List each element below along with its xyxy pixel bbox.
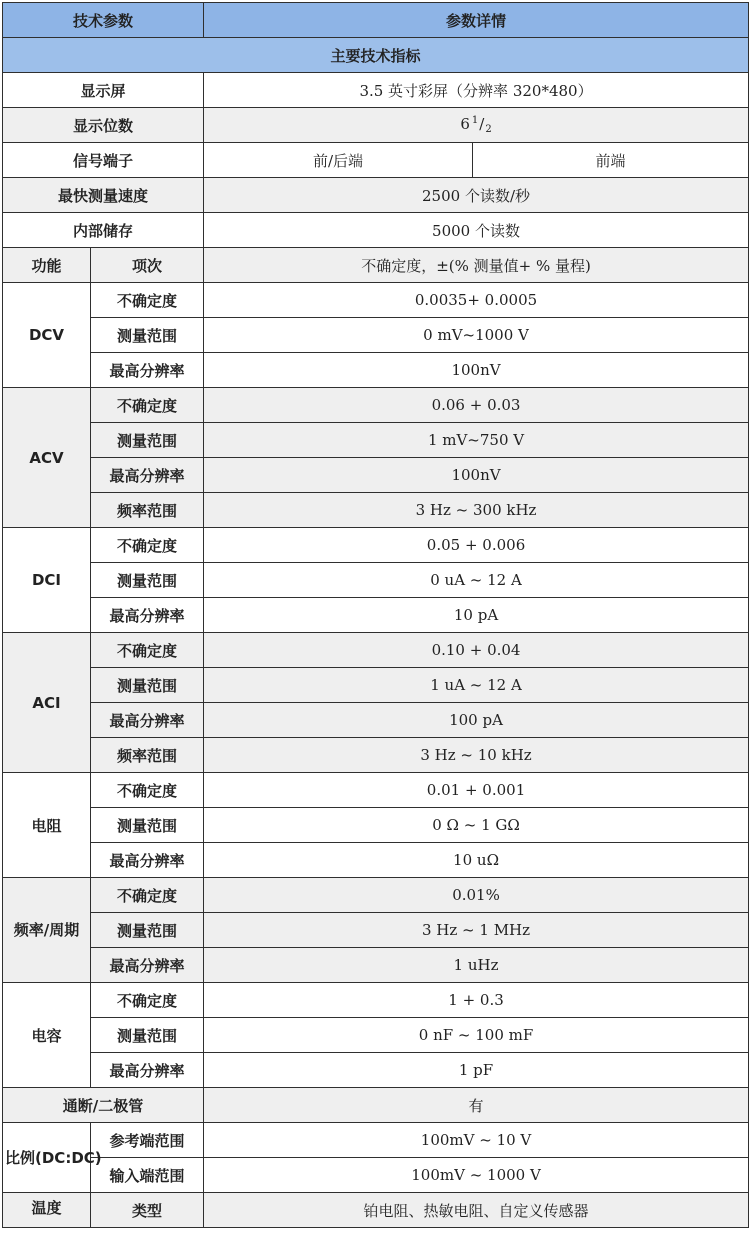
table-row — [3, 948, 749, 983]
digits-numerator: 1 — [471, 115, 479, 126]
digits-whole: 6 — [460, 115, 470, 133]
function-dcv: DCV — [3, 283, 91, 388]
item-value: 3 Hz ~ 10 kHz — [204, 738, 749, 773]
item-label: 测量范围 — [91, 808, 204, 843]
item-value: 0.05 + 0.006 — [204, 528, 749, 563]
item-header: 项次 — [91, 248, 204, 283]
digits-value — [204, 108, 749, 143]
item-value: 1 + 0.3 — [204, 983, 749, 1018]
storage-value: 5000 个读数 — [204, 213, 749, 248]
section-title: 主要技术指标 — [3, 38, 749, 73]
table-row — [3, 598, 749, 633]
item-value: 0.01% — [204, 878, 749, 913]
uncertainty-header: 不确定度，±(% 测量值+ % 量程) — [204, 248, 749, 283]
table-row — [3, 318, 749, 353]
item-label: 最高分辨率 — [91, 948, 204, 983]
item-value: 100 pA — [204, 703, 749, 738]
speed-value: 2500 个读数/秒 — [204, 178, 749, 213]
header-param-col: 技术参数 — [3, 3, 204, 38]
item-value: 0.06 + 0.03 — [204, 388, 749, 423]
table-row — [3, 913, 749, 948]
item-label: 最高分辨率 — [91, 703, 204, 738]
table-row — [3, 1193, 749, 1228]
item-label: 最高分辨率 — [91, 598, 204, 633]
function-header: 功能 — [3, 248, 91, 283]
item-label: 最高分辨率 — [91, 1053, 204, 1088]
item-value: 1 uA ~ 12 A — [204, 668, 749, 703]
table-row — [3, 563, 749, 598]
terminal-label: 信号端子 — [3, 143, 204, 178]
table-row — [3, 528, 749, 563]
continuity-value: 有 — [204, 1088, 749, 1123]
item-value: 0 nF ~ 100 mF — [204, 1018, 749, 1053]
digits-label: 显示位数 — [3, 108, 204, 143]
terminal-value-1: 前/后端 — [204, 143, 473, 178]
item-label: 测量范围 — [91, 318, 204, 353]
item-value: 0 uA ~ 12 A — [204, 563, 749, 598]
table-row — [3, 703, 749, 738]
item-label: 输入端范围 — [91, 1158, 204, 1193]
display-value: 3.5 英寸彩屏（分辨率 320*480） — [204, 73, 749, 108]
table-row — [3, 1053, 749, 1088]
table-row — [3, 633, 749, 668]
item-value: 100nV — [204, 353, 749, 388]
table-row — [3, 843, 749, 878]
terminal-value-2: 前端 — [473, 143, 749, 178]
item-value: 0 mV~1000 V — [204, 318, 749, 353]
item-value: 1 uHz — [204, 948, 749, 983]
header-detail-col: 参数详情 — [204, 3, 749, 38]
item-label: 频率范围 — [91, 493, 204, 528]
function-dci: DCI — [3, 528, 91, 633]
table-row — [3, 493, 749, 528]
item-label: 不确定度 — [91, 983, 204, 1018]
function-acv: ACV — [3, 388, 91, 528]
item-label: 测量范围 — [91, 423, 204, 458]
table-row — [3, 808, 749, 843]
item-label: 测量范围 — [91, 668, 204, 703]
item-label: 不确定度 — [91, 388, 204, 423]
section-title-row — [3, 38, 749, 73]
table-row — [3, 1018, 749, 1053]
display-label: 显示屏 — [3, 73, 204, 108]
item-value: 100mV ~ 1000 V — [204, 1158, 749, 1193]
table-row — [3, 73, 749, 108]
continuity-label: 通断/二极管 — [3, 1088, 204, 1123]
item-label: 不确定度 — [91, 633, 204, 668]
item-value: 10 uΩ — [204, 843, 749, 878]
item-value: 10 pA — [204, 598, 749, 633]
header-row — [3, 3, 749, 38]
item-value: 100mV ~ 10 V — [204, 1123, 749, 1158]
item-value: 1 mV~750 V — [204, 423, 749, 458]
spec-table — [2, 2, 749, 1228]
item-value: 3 Hz ~ 300 kHz — [204, 493, 749, 528]
item-label: 最高分辨率 — [91, 353, 204, 388]
table-row — [3, 1158, 749, 1193]
item-value: 3 Hz ~ 1 MHz — [204, 913, 749, 948]
item-label: 不确定度 — [91, 283, 204, 318]
item-label: 类型 — [91, 1193, 204, 1228]
table-row — [3, 143, 749, 178]
table-row — [3, 353, 749, 388]
function-frequency: 频率/周期 — [3, 878, 91, 983]
item-label: 最高分辨率 — [91, 458, 204, 493]
item-value: 0.10 + 0.04 — [204, 633, 749, 668]
item-value: 1 pF — [204, 1053, 749, 1088]
item-label: 最高分辨率 — [91, 843, 204, 878]
function-resistance: 电阻 — [3, 773, 91, 878]
table-row — [3, 668, 749, 703]
item-value: 100nV — [204, 458, 749, 493]
speed-label: 最快测量速度 — [3, 178, 204, 213]
table-row — [3, 983, 749, 1018]
table-row — [3, 178, 749, 213]
digits-separator: / — [479, 115, 485, 133]
table-row — [3, 108, 749, 143]
table-row — [3, 388, 749, 423]
item-value: 0.0035+ 0.0005 — [204, 283, 749, 318]
item-label: 测量范围 — [91, 913, 204, 948]
item-label: 参考端范围 — [91, 1123, 204, 1158]
table-row — [3, 283, 749, 318]
function-temperature: 温度 — [3, 1193, 91, 1228]
function-capacitance: 电容 — [3, 983, 91, 1088]
table-row — [3, 1088, 749, 1123]
item-label: 不确定度 — [91, 878, 204, 913]
table-row — [3, 878, 749, 913]
item-label: 不确定度 — [91, 528, 204, 563]
function-ratio: 比例(DC:DC) — [3, 1123, 91, 1193]
function-aci: ACI — [3, 633, 91, 773]
table-row — [3, 738, 749, 773]
storage-label: 内部储存 — [3, 213, 204, 248]
table-row — [3, 423, 749, 458]
item-label: 不确定度 — [91, 773, 204, 808]
table-row — [3, 213, 749, 248]
item-value: 铂电阻、热敏电阻、自定义传感器 — [204, 1193, 749, 1228]
table-row — [3, 458, 749, 493]
table-row — [3, 773, 749, 808]
digits-denominator: 2 — [485, 124, 492, 135]
item-label: 测量范围 — [91, 563, 204, 598]
item-label: 测量范围 — [91, 1018, 204, 1053]
item-value: 0 Ω ~ 1 GΩ — [204, 808, 749, 843]
table-row — [3, 1123, 749, 1158]
item-label: 频率范围 — [91, 738, 204, 773]
function-header-row — [3, 248, 749, 283]
item-value: 0.01 + 0.001 — [204, 773, 749, 808]
